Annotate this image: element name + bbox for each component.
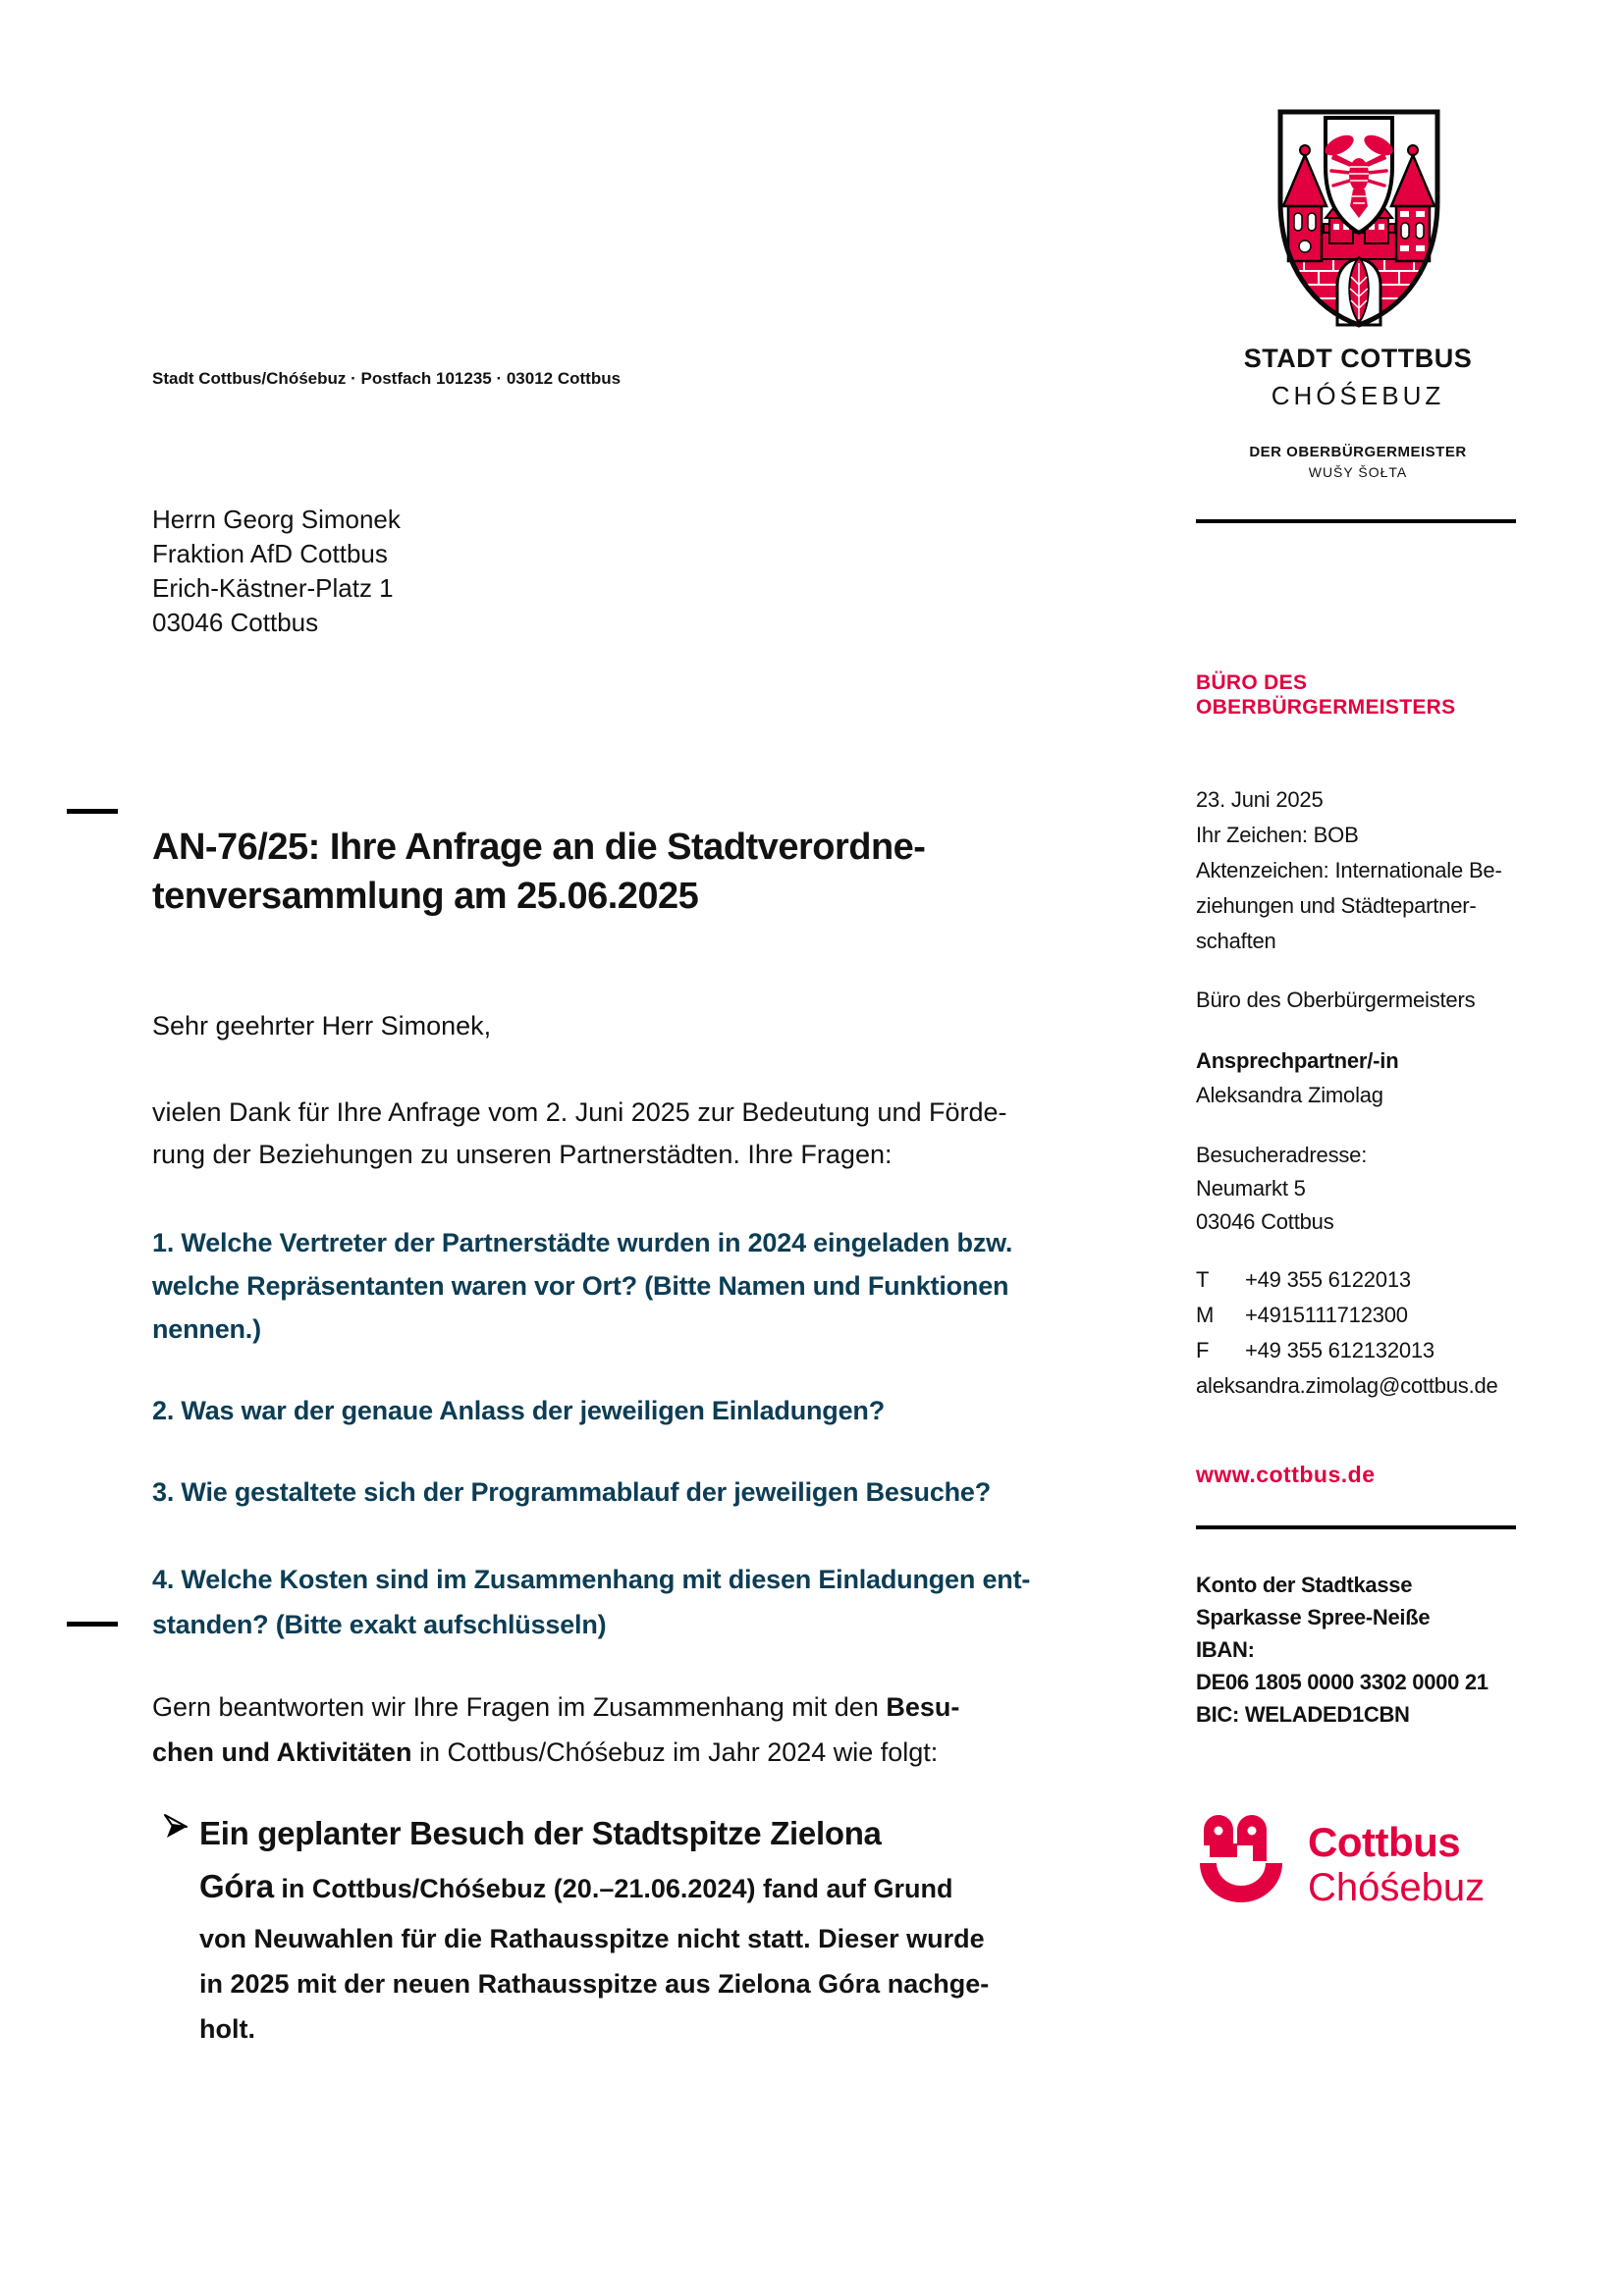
question-2: 2. Was war der genaue Anlass der jeweiligen Einladungen?	[152, 1396, 885, 1425]
letterhead-city-name: STADT COTTBUS CHÓŚEBUZ	[1243, 344, 1473, 410]
recipient-line: Fraktion AfD Cottbus	[152, 539, 388, 568]
subject-heading: AN-76/25: Ihre Anfrage an die Stadtverordne- tenversammlung am 25.06.2025	[152, 827, 926, 917]
fold-mark	[67, 1622, 118, 1627]
arrow-bullet-icon	[163, 1814, 189, 1848]
phone-row: F +49 355 612132013	[1196, 1338, 1435, 1362]
iban-value: DE06 1805 0000 3302 0000 21	[1196, 1670, 1489, 1694]
reference-block: 23. Juni 2025 Ihr Zeichen: BOB Aktenzeichen: Internationale Be- ziehungen und Städtepartner- schaften	[1196, 782, 1502, 959]
bic-value: BIC: WELADED1CBN	[1196, 1702, 1410, 1727]
visitor-address-block: Besucheradresse: Neumarkt 5 03046 Cottbus	[1196, 1143, 1368, 1234]
answer-intro-paragraph: Gern beantworten wir Ihre Fragen im Zusammenhang mit den Besu- chen und Aktivitäten in Cottbus/Chóśebuz im Jahr 2024 wie folgt:	[152, 1692, 960, 1767]
question-3: 3. Wie gestaltete sich der Programmablauf der jeweiligen Besuche?	[152, 1477, 992, 1507]
contact-block	[1196, 1043, 1398, 1112]
cottbus-smiley-logo-icon	[1196, 1800, 1286, 1913]
footer-logo-wordmark: Cottbus Chóśebuz	[1308, 1819, 1486, 1909]
bullet-item: Ein geplanter Besuch der Stadtspitze Zielona Góra in Cottbus/Chóśebuz (20.–21.06.2024) fand auf Grund von Neuwahlen für die Rathausspitze nicht statt. Dieser wurde in 2025 mit der neuen Rathausspitze aus Zielona Góra nachge- holt.	[199, 1815, 990, 2044]
question-1: 1. Welche Vertreter der Partnerstädte wurden in 2024 eingeladen bzw. welche Repräsentanten waren vor Ort? (Bitte Namen und Funktionen nennen.)	[152, 1228, 1013, 1344]
phone-row: M +4915111712300	[1196, 1303, 1408, 1327]
phone-block	[1196, 1262, 1498, 1404]
sender-return-address: Stadt Cottbus/Chóśebuz · Postfach 101235 · 03012 Cottbus	[152, 369, 622, 388]
letterhead-divider	[1196, 519, 1516, 523]
bank-details-block: Konto der Stadtkasse Sparkasse Spree-Neiße IBAN: DE06 1805 0000 3302 0000 21 BIC: WELADED1CBN	[1196, 1569, 1489, 1731]
website-url: www.cottbus.de	[1196, 1462, 1376, 1487]
recipient-line: Erich-Kästner-Platz 1	[152, 573, 394, 603]
letterhead-office-title: DER OBERBÜRGERMEISTER WUŠY ŠOŁTA	[1249, 444, 1467, 480]
contact-name: Aleksandra Zimolag	[1196, 1083, 1383, 1107]
recipient-line: Herrn Georg Simonek	[152, 505, 401, 534]
recipient-address	[152, 503, 401, 640]
phone-row: T +49 355 6122013	[1196, 1267, 1411, 1292]
sidebar-divider	[1196, 1525, 1516, 1529]
intro-paragraph: vielen Dank für Ihre Anfrage vom 2. Juni 2025 zur Bedeutung und Förde- rung der Beziehungen zu unseren Partnerstädten. Ihre Fragen:	[152, 1097, 1007, 1169]
cottbus-coat-of-arms	[1274, 108, 1443, 334]
contact-label: Ansprechpartner/-in	[1196, 1048, 1399, 1073]
contact-email: aleksandra.zimolag@cottbus.de	[1196, 1373, 1498, 1398]
recipient-line: 03046 Cottbus	[152, 608, 319, 637]
question-4: 4. Welche Kosten sind im Zusammenhang mit diesen Einladungen ent- standen? (Bitte exakt aufschlüsseln)	[152, 1565, 1031, 1639]
office-line: Büro des Oberbürgermeisters	[1196, 988, 1476, 1012]
letter-date: 23. Juni 2025	[1196, 787, 1324, 812]
fold-mark	[67, 809, 118, 814]
salutation: Sehr geehrter Herr Simonek,	[152, 1011, 492, 1041]
your-reference: Ihr Zeichen: BOB	[1196, 823, 1359, 847]
department-heading: BÜRO DES OBERBÜRGERMEISTERS	[1196, 671, 1456, 719]
